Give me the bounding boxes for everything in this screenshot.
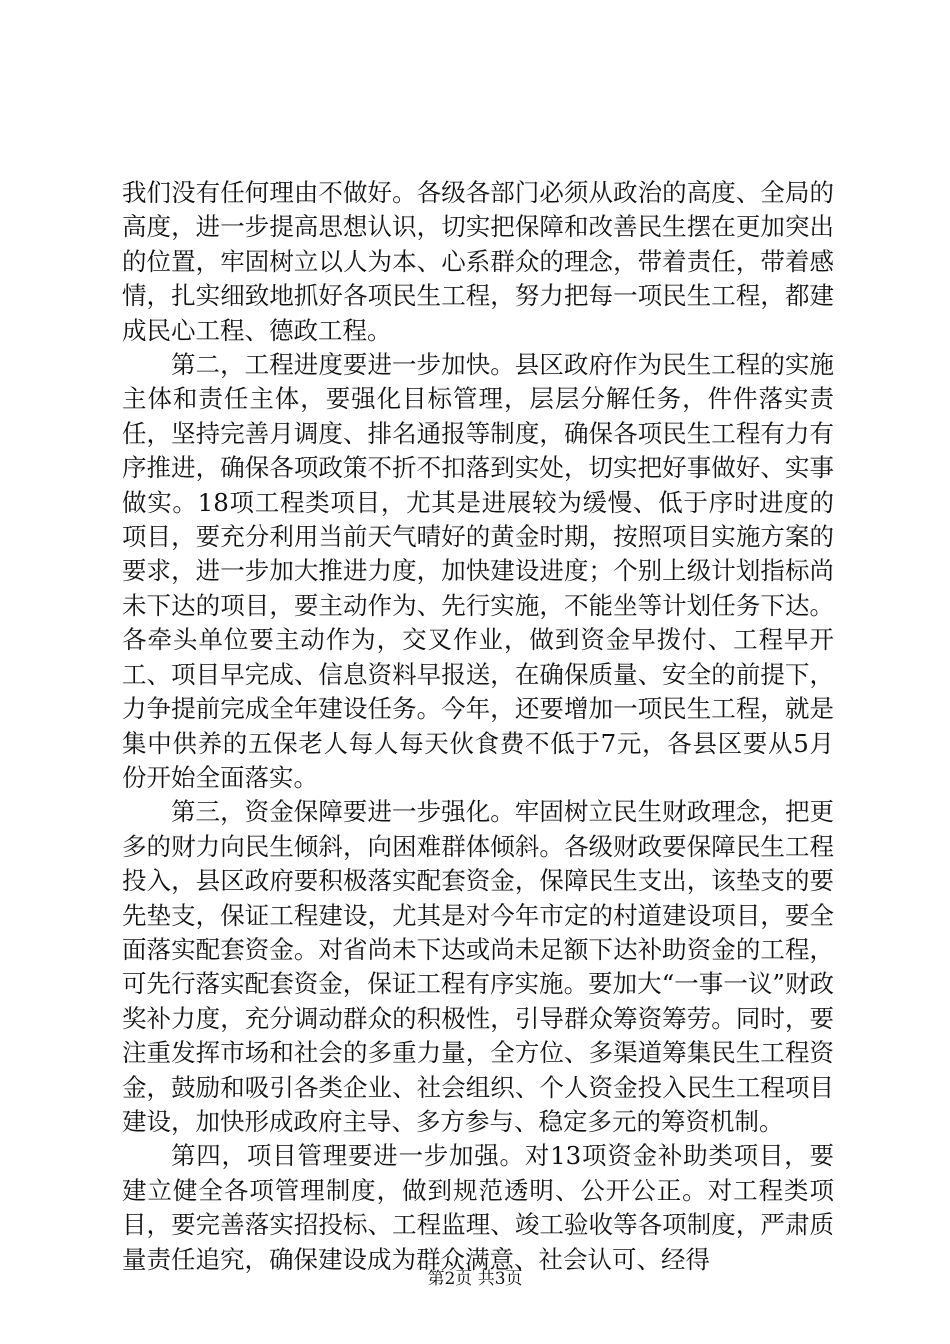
- paragraph-3: 第三，资金保障要进一步强化。牢固树立民生财政理念，把更多的财力向民生倾斜，向困难群体倾斜。各级财政要保障民生工程投入，县区政府要积极落实配套资金，保障民生支出，该垫支的要先垫支，保证工程建设，尤其是对今年市定的村道建设项目，要全面落实配套资金。对省尚未下达或尚未足额下达补助资金的工程，可先行落实配套资金，保证工程有序实施。要加大“一事一议”财政奖补力度，充分调动群众的积极性，引导群众筹资筹劳。同时，要注重发挥市场和社会的多重力量，全方位、多渠道筹集民生工程资金，鼓励和吸引各类企业、社会组织、个人资金投入民生工程项目建设，加快形成政府主导、多方参与、稳定多元的筹资机制。: [122, 797, 834, 1136]
- paragraph-4: 第四，项目管理要进一步加强。对13项资金补助类项目，要建立健全各项管理制度，做到规范透明、公开公正。对工程类项目，要完善落实招投标、工程监理、竣工验收等各项制度，严肃质量责任追究，确保建设成为群众满意、社会认可、经得: [122, 1141, 834, 1274]
- paragraph-1: 我们没有任何理由不做好。各级各部门必须从政治的高度、全局的高度，进一步提高思想认识，切实把保障和改善民生摆在更加突出的位置，牢固树立以人为本、心系群众的理念，带着责任，带着感情，扎实细致地抓好各项民生工程，努力把每一项民生工程，都建成民心工程、德政工程。: [122, 178, 834, 345]
- page-number-footer: 第2页 共3页: [427, 1269, 523, 1289]
- document-body: [122, 176, 834, 1277]
- paragraph-2: 第二，工程进度要进一步加快。县区政府作为民生工程的实施主体和责任主体，要强化目标管理，层层分解任务，件件落实责任，坚持完善月调度、排名通报等制度，确保各项民生工程有力有序推进，确保各项政策不折不扣落到实处，切实把好事做好、实事做实。18项工程类项目，尤其是进展较为缓慢、低于序时进度的项目，要充分利用当前天气晴好的黄金时期，按照项目实施方案的要求，进一步加大推进力度，加快建设进度；个别上级计划指标尚未下达的项目，要主动作为、先行实施，不能坐等计划任务下达。各牵头单位要主动作为，交叉作业，做到资金早拨付、工程早开工、项目早完成、信息资料早报送，在确保质量、安全的前提下，力争提前完成全年建设任务。今年，还要增加一项民生工程，就是集中供养的五保老人每人每天伙食费不低于7元，各县区要从5月份开始全面落实。: [122, 350, 834, 792]
